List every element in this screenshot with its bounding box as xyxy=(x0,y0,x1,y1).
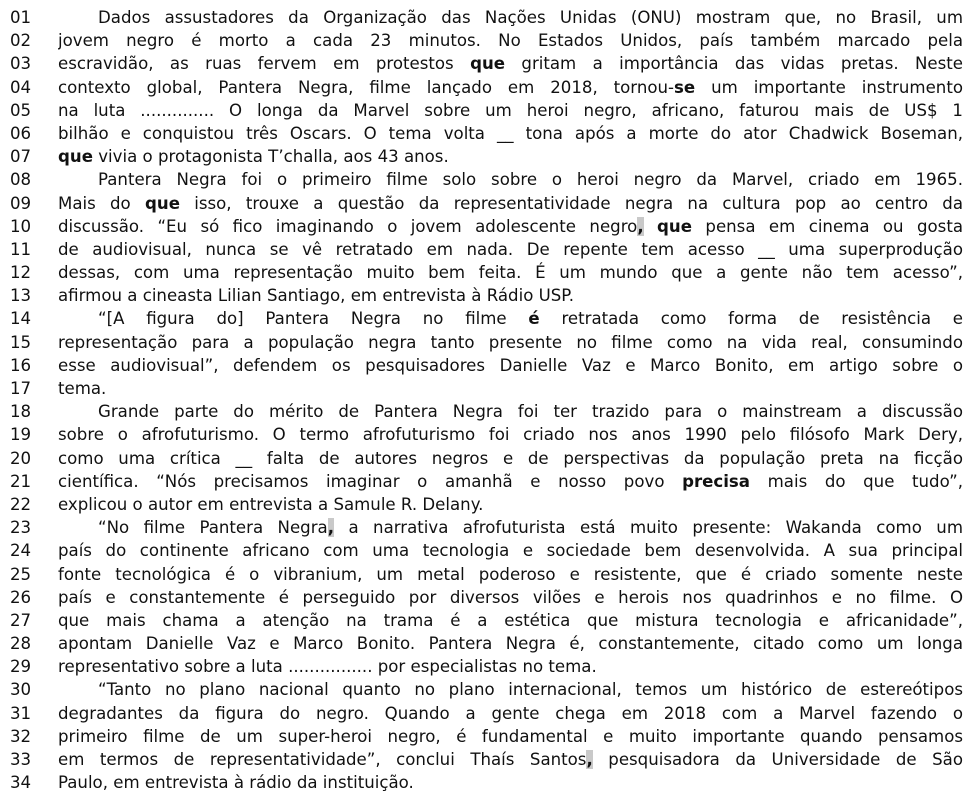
text-line xyxy=(0,122,976,145)
highlighted-comma: , xyxy=(327,518,335,538)
text-segment: sobre o afrofuturismo. O termo afrofuturismo foi criado nos anos 1990 pelo filósofo Mark Dery, xyxy=(58,425,963,445)
text-line xyxy=(0,354,976,377)
line-number: 17 xyxy=(10,379,32,398)
line-text xyxy=(58,145,963,168)
text-segment: pensa em cinema ou gosta xyxy=(692,216,963,236)
line-text xyxy=(58,52,963,75)
text-segment: mais do que tudo”, xyxy=(750,471,963,491)
bold-word: precisa xyxy=(682,471,751,491)
text-line xyxy=(0,678,976,701)
line-number: 06 xyxy=(10,123,32,143)
line-number: 23 xyxy=(10,518,32,538)
text-line xyxy=(0,748,976,771)
text-line xyxy=(0,725,976,748)
text-line xyxy=(0,470,976,493)
line-text xyxy=(58,725,963,748)
line-number: 10 xyxy=(10,216,32,236)
line-number: 29 xyxy=(10,657,32,677)
text-segment: esse audiovisual”, defendem os pesquisadores Danielle Vaz e Marco Bonito, em artigo sobre o xyxy=(58,355,963,375)
line-text xyxy=(58,655,963,678)
line-text xyxy=(58,307,963,330)
bold-word: se xyxy=(674,77,696,97)
line-number: 05 xyxy=(10,100,32,120)
text-line xyxy=(0,29,976,52)
text-line xyxy=(0,423,976,446)
line-number: 08 xyxy=(10,170,32,190)
line-number: 34 xyxy=(10,773,32,793)
line-text xyxy=(58,400,963,423)
text-line xyxy=(0,145,976,168)
text-line xyxy=(0,76,976,99)
bold-word: que xyxy=(58,147,93,167)
line-text xyxy=(58,609,963,632)
line-text xyxy=(58,99,963,122)
line-text xyxy=(58,493,963,516)
line-number: 09 xyxy=(10,193,32,213)
line-text xyxy=(58,168,963,191)
line-number: 22 xyxy=(10,494,32,514)
text-line xyxy=(0,192,976,215)
line-number: 13 xyxy=(10,286,32,306)
text-segment: afirmou a cineasta Lilian Santiago, em entrevista à Rádio USP. xyxy=(58,286,574,306)
line-text xyxy=(58,632,963,655)
text-segment: degradantes da figura do negro. Quando a gente chega em 2018 com a Marvel fazendo o xyxy=(58,703,963,723)
line-text xyxy=(58,354,963,377)
line-number: 30 xyxy=(10,680,32,700)
line-text xyxy=(58,76,963,99)
line-number: 25 xyxy=(10,564,32,584)
line-number: 32 xyxy=(10,726,32,746)
text-line xyxy=(0,261,976,284)
text-line xyxy=(0,632,976,655)
text-segment: representação para a população negra tanto presente no filme como na vida real, consumindo xyxy=(58,332,963,352)
line-text xyxy=(58,586,963,609)
line-text xyxy=(58,192,963,215)
text-segment: a narrativa afrofuturista está muito presente: Wakanda como um xyxy=(334,518,963,538)
line-number: 28 xyxy=(10,634,32,654)
text-segment: isso, trouxe a questão da representatividade negra na cultura pop ao centro da xyxy=(179,193,963,213)
text-segment: jovem negro é morto a cada 23 minutos. No Estados Unidos, país também marcado pela xyxy=(58,31,963,51)
text-segment: “No filme Pantera Negra xyxy=(98,518,328,538)
text-line xyxy=(0,168,976,191)
text-segment: de audiovisual, nunca se vê retratado em nada. De repente tem acesso __ uma superprodução xyxy=(58,239,963,259)
text-line xyxy=(0,307,976,330)
text-line xyxy=(0,609,976,632)
text-line xyxy=(0,516,976,539)
text-segment: Pantera Negra foi o primeiro filme solo sobre o heroi negro da Marvel, criado em 1965. xyxy=(98,170,963,190)
text-line xyxy=(0,586,976,609)
line-text xyxy=(58,516,963,539)
line-text xyxy=(58,238,963,261)
bold-word: que xyxy=(145,193,180,213)
text-segment: fonte tecnológica é o vibranium, um metal poderoso e resistente, que é criado somente neste xyxy=(58,564,963,584)
line-text xyxy=(58,563,963,586)
line-text xyxy=(58,331,963,354)
line-number: 33 xyxy=(10,750,32,769)
text-segment: país do continente africano com uma tecnologia e sociedade bem desenvolvida. A sua principal xyxy=(58,541,963,561)
text-segment: Paulo, em entrevista à rádio da instituição. xyxy=(58,773,414,793)
text-segment: tema. xyxy=(58,379,107,398)
line-number: 20 xyxy=(10,448,32,468)
text-segment: explicou o autor em entrevista a Samule R. Delany. xyxy=(58,494,484,514)
text-segment: como uma crítica __ falta de autores negros e de perspectivas da população preta na ficção xyxy=(58,448,963,468)
line-text xyxy=(58,29,963,52)
bold-word: que xyxy=(470,54,506,74)
text-segment: discussão. “Eu só fico imaginando o jovem adolescente negro xyxy=(58,216,638,236)
line-text xyxy=(58,284,963,307)
text-segment: país e constantemente é perseguido por diversos vilões e herois nos quadrinhos e no filme. O xyxy=(58,587,963,607)
text-segment: dessas, com uma representação muito bem feita. É um mundo que a gente não tem acesso”, xyxy=(58,263,963,283)
text-segment: Grande parte do mérito de Pantera Negra foi ter trazido para o mainstream a discussão xyxy=(98,402,963,422)
text-segment: um importante instrumento xyxy=(695,77,963,97)
line-number: 26 xyxy=(10,587,32,607)
text-segment: vivia o protagonista T’challa, aos 43 anos. xyxy=(92,147,449,167)
text-segment: Dados assustadores da Organização das Nações Unidas (ONU) mostram que, no Brasil, um xyxy=(98,8,963,27)
line-number: 31 xyxy=(10,703,32,723)
line-text xyxy=(58,678,963,701)
text-line xyxy=(0,655,976,678)
text-segment: científica. “Nós precisamos imaginar o amanhã e nosso povo xyxy=(58,471,683,491)
line-number: 12 xyxy=(10,263,32,283)
line-number: 27 xyxy=(10,610,32,630)
line-text xyxy=(58,771,963,794)
line-text xyxy=(58,215,963,238)
text-line xyxy=(0,238,976,261)
text-segment: “[A figura do] Pantera Negra no filme xyxy=(98,309,529,329)
line-text xyxy=(58,702,963,725)
line-number: 01 xyxy=(10,8,32,27)
text-segment: bilhão e conquistou três Oscars. O tema volta __ tona após a morte do ator Chadwick Boseman, xyxy=(58,123,963,143)
text-segment: na luta .............. O longa da Marvel sobre um heroi negro, africano, faturou mais de US$ 1 xyxy=(58,100,963,120)
line-number: 19 xyxy=(10,425,32,445)
text-line xyxy=(0,563,976,586)
line-number: 14 xyxy=(10,309,32,329)
text-segment: em termos de representatividade”, conclui Thaís Santos xyxy=(58,750,587,769)
text-segment: “Tanto no plano nacional quanto no plano internacional, temos um histórico de estereótipos xyxy=(98,680,963,700)
text-segment: apontam Danielle Vaz e Marco Bonito. Pantera Negra é, constantemente, citado como um longa xyxy=(58,634,963,654)
text-line xyxy=(0,377,976,400)
line-text xyxy=(58,6,963,29)
text-line xyxy=(0,702,976,725)
highlighted-comma: , xyxy=(586,750,593,769)
line-text xyxy=(58,470,963,493)
text-segment: primeiro filme de um super-heroi negro, é fundamental e muito importante quando pensamos xyxy=(58,726,963,746)
text-line xyxy=(0,215,976,238)
line-number: 18 xyxy=(10,402,32,422)
text-segment: que mais chama a atenção na trama é a estética que mistura tecnologia e africanidade”, xyxy=(58,610,963,630)
line-number: 24 xyxy=(10,541,32,561)
text-line xyxy=(0,99,976,122)
line-number: 04 xyxy=(10,77,32,97)
line-text xyxy=(58,377,963,400)
highlighted-comma: , xyxy=(637,216,644,236)
text-segment: Mais do xyxy=(58,193,145,213)
line-text xyxy=(58,423,963,446)
line-number: 11 xyxy=(10,239,32,259)
text-segment: escravidão, as ruas fervem em protestos xyxy=(58,54,471,74)
text-segment xyxy=(644,217,657,236)
line-number: 15 xyxy=(10,332,32,352)
text-line xyxy=(0,331,976,354)
text-line xyxy=(0,539,976,562)
line-text xyxy=(58,539,963,562)
text-segment: representativo sobre a luta ................ por especialistas no tema. xyxy=(58,657,597,677)
text-segment: retratada como forma de resistência e xyxy=(539,309,963,329)
text-segment: gritam a importância das vidas pretas. Neste xyxy=(505,54,963,74)
text-segment: contexto global, Pantera Negra, filme lançado em 2018, tornou- xyxy=(58,77,675,97)
text-segment: pesquisadora da Universidade de São xyxy=(592,750,963,769)
text-line xyxy=(0,6,976,29)
line-text xyxy=(58,261,963,284)
line-text xyxy=(58,447,963,470)
line-text xyxy=(58,748,963,771)
line-number: 07 xyxy=(10,147,32,167)
line-text xyxy=(58,122,963,145)
text-line xyxy=(0,400,976,423)
line-number: 02 xyxy=(10,31,32,51)
bold-word: que xyxy=(657,216,692,236)
bold-word: é xyxy=(528,309,540,329)
text-line xyxy=(0,493,976,516)
text-line xyxy=(0,284,976,307)
text-line xyxy=(0,52,976,75)
line-number: 16 xyxy=(10,355,32,375)
text-line xyxy=(0,771,976,794)
line-number: 03 xyxy=(10,54,32,74)
text-line xyxy=(0,447,976,470)
line-number: 21 xyxy=(10,471,32,491)
